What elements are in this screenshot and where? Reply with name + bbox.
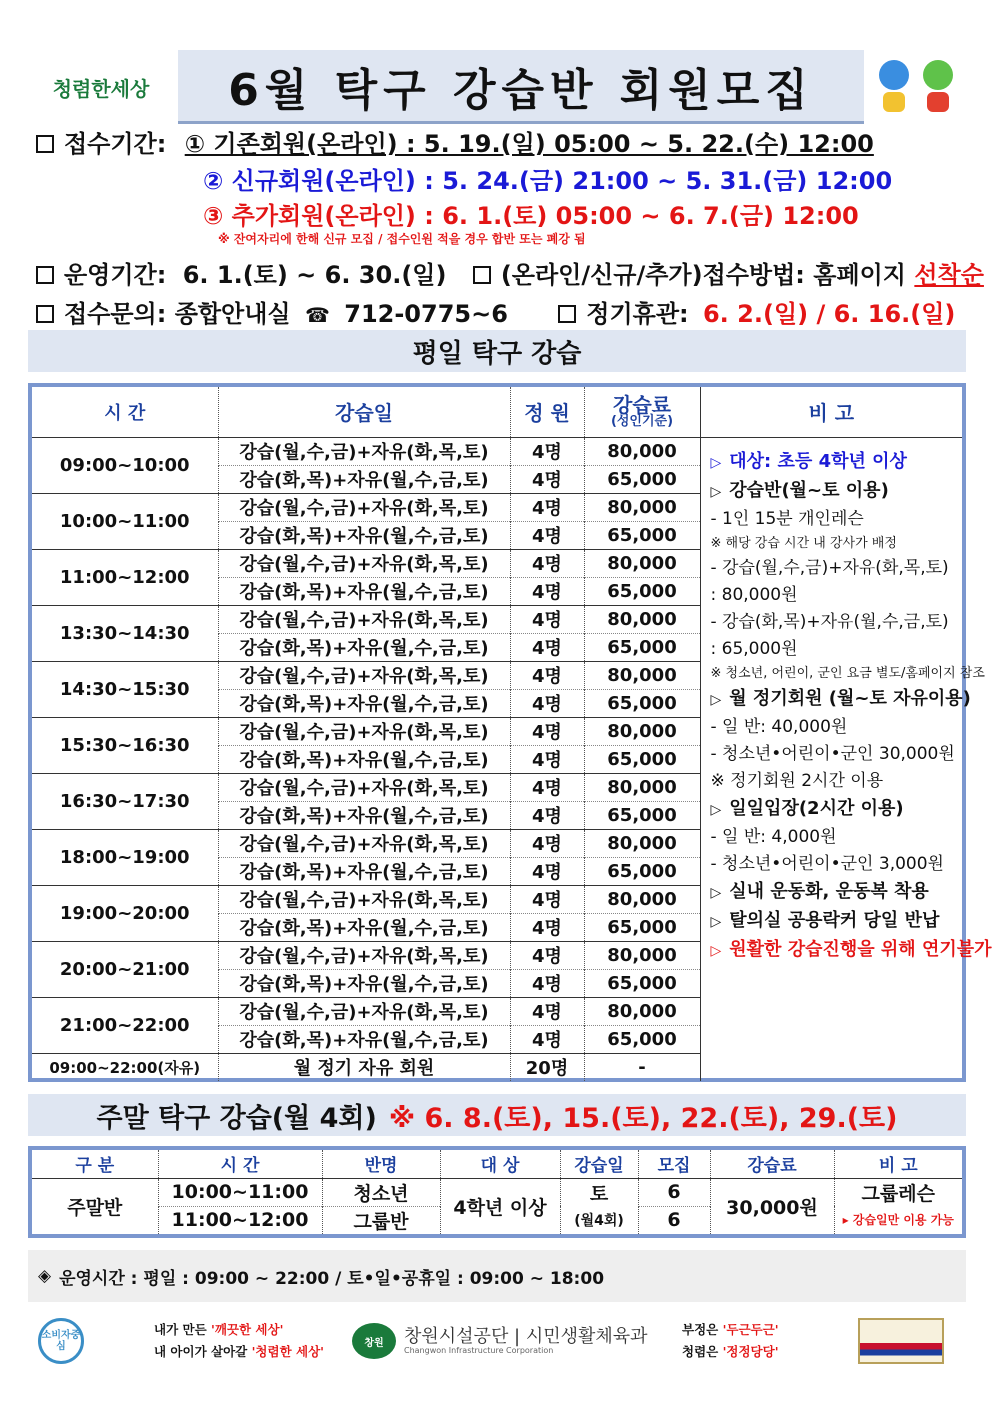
operation-label: 운영기간:: [64, 261, 167, 289]
we-day-sub: (월4회): [560, 1206, 638, 1234]
page-header: [28, 50, 968, 124]
triangle-bullet-icon: ▷: [710, 913, 722, 930]
header-fee-sub: (성인기준): [610, 414, 674, 430]
remark-text: - 1인 15분 개인레슨: [710, 508, 864, 529]
slogan-right: [682, 1306, 779, 1376]
integrity-logo: [36, 58, 166, 116]
time-cell: 15:30~16:30: [32, 717, 218, 773]
remark-line: [711, 448, 957, 477]
corporation-icon: [352, 1323, 396, 1359]
weekend-section-title-text: 주말 탁구 강습(월 4회): [96, 1102, 377, 1134]
capacity-cell: 4명: [510, 857, 584, 885]
weekend-section-dates: ※ 6. 8.(토), 15.(토), 22.(토), 29.(토): [388, 1102, 898, 1134]
we-time: 10:00~11:00: [158, 1178, 322, 1206]
fee-cell: 80,000: [584, 885, 700, 913]
time-cell: 09:00~22:00(자유): [32, 1053, 218, 1081]
weekend-section-title: [28, 1094, 966, 1136]
remark-line: [711, 506, 957, 533]
header-capacity: 정 원: [510, 387, 584, 437]
capacity-cell: 4명: [510, 885, 584, 913]
slogan-line-4: [682, 1341, 779, 1363]
weekday-table: [28, 383, 992, 1082]
closed-label: 정기휴관:: [586, 300, 689, 328]
days-cell: 강습(화,목)+자유(월,수,금,토): [218, 577, 510, 605]
we-header: 반명: [322, 1150, 440, 1178]
remark-text: 탈의실 공용락커 당일 반납: [729, 909, 940, 931]
ccm-icon: [38, 1318, 84, 1364]
slogan-text: 부정은: [682, 1322, 723, 1337]
we-count: 6: [638, 1178, 710, 1206]
remark-line: [711, 609, 957, 636]
days-cell: 강습(월,수,금)+자유(화,목,토): [218, 549, 510, 577]
corp-logo-text: 창원: [364, 1337, 384, 1349]
remark-text: : 65,000원: [710, 638, 798, 659]
certification-icon: [858, 1318, 944, 1364]
checkbox-icon: [473, 266, 491, 284]
method-value: 선착순: [914, 261, 984, 289]
reception-new: ② 신규회원(온라인) : 5. 24.(금) 21:00 ~ 5. 31.(금) 12:00: [203, 167, 893, 195]
remark-line: [711, 768, 957, 795]
reception-existing: ① 기존회원(온라인) : 5. 19.(일) 05:00 ~ 5. 22.(수) 12:00: [184, 130, 874, 158]
phone-icon: ☎: [304, 303, 330, 327]
capacity-cell: 4명: [510, 913, 584, 941]
time-cell: 13:30~14:30: [32, 605, 218, 661]
corporation-name: [404, 1327, 648, 1356]
days-cell: 강습(화,목)+자유(월,수,금,토): [218, 913, 510, 941]
remark-line: [711, 907, 957, 936]
we-remark-sub-text: 강습일만 이용 가능: [852, 1213, 954, 1228]
remark-text: - 청소년•어린이•군인 30,000원: [710, 743, 955, 764]
slogan-left: [154, 1306, 324, 1376]
checkbox-icon: [36, 266, 54, 284]
days-cell: 강습(화,목)+자유(월,수,금,토): [218, 521, 510, 549]
days-cell: 강습(월,수,금)+자유(화,목,토): [218, 661, 510, 689]
fee-cell: 65,000: [584, 689, 700, 717]
corp-name-en: Changwon Infrastructure Corporation: [404, 1345, 554, 1355]
we-day: 토: [560, 1178, 638, 1206]
we-count: 6: [638, 1206, 710, 1234]
capacity-cell: 4명: [510, 773, 584, 801]
operation-line: [36, 255, 984, 290]
capacity-cell: 4명: [510, 521, 584, 549]
triangle-bullet-icon: ▷: [710, 454, 722, 471]
days-cell: 강습(화,목)+자유(월,수,금,토): [218, 801, 510, 829]
fee-cell: 80,000: [584, 997, 700, 1025]
days-cell: 강습(화,목)+자유(월,수,금,토): [218, 465, 510, 493]
checkbox-icon: [36, 305, 54, 323]
header-fee: [584, 387, 700, 437]
table-row: [32, 437, 962, 465]
title-box: [178, 50, 864, 124]
capacity-cell: 4명: [510, 969, 584, 997]
days-cell: 강습(화,목)+자유(월,수,금,토): [218, 969, 510, 997]
remark-text: ※ 해당 강습 시간 내 강사가 배정: [710, 535, 897, 551]
mascot-blue-icon: [874, 60, 914, 112]
remark-line: [711, 533, 957, 555]
capacity-cell: 4명: [510, 437, 584, 465]
diamond-icon: ◈: [38, 1266, 52, 1286]
header-days: 강습일: [218, 387, 510, 437]
fee-cell: 80,000: [584, 773, 700, 801]
remark-line: [710, 936, 992, 965]
triangle-bullet-icon: ▷: [710, 801, 722, 818]
fee-cell: 80,000: [584, 661, 700, 689]
capacity-cell: 4명: [510, 829, 584, 857]
we-header: 강습료: [710, 1150, 834, 1178]
fee-cell: 65,000: [584, 465, 700, 493]
capacity-cell: 4명: [510, 997, 584, 1025]
remark-line: [711, 851, 957, 878]
operation-value: 6. 1.(토) ~ 6. 30.(일): [182, 261, 447, 289]
reception-line-1: [36, 124, 874, 159]
remark-text: 월 정기회원 (월~토 자유이용): [729, 687, 971, 709]
we-header: 모집: [638, 1150, 710, 1178]
days-cell: 강습(화,목)+자유(월,수,금,토): [218, 745, 510, 773]
fee-cell: 80,000: [584, 941, 700, 969]
we-class-2: 그룹반: [322, 1206, 440, 1234]
fee-cell: 80,000: [584, 493, 700, 521]
triangle-bullet-icon: ▷: [710, 942, 722, 959]
fee-cell: 65,000: [584, 801, 700, 829]
contact-phone: 712-0775~6: [344, 300, 508, 328]
slogan-highlight: '청렴한 세상': [251, 1344, 324, 1359]
remark-text: 원활한 강습진행을 위해 연기불가: [729, 938, 992, 960]
fee-cell: 65,000: [584, 521, 700, 549]
weekend-schedule-table: [32, 1150, 962, 1234]
capacity-cell: 4명: [510, 941, 584, 969]
header-fee-label: 강습료: [613, 393, 671, 418]
remark-text: : 80,000원: [710, 584, 798, 605]
capacity-cell: 4명: [510, 633, 584, 661]
time-cell: 20:00~21:00: [32, 941, 218, 997]
corporation-logo: [352, 1306, 648, 1376]
we-header: 비 고: [834, 1150, 962, 1178]
days-cell: 강습(화,목)+자유(월,수,금,토): [218, 633, 510, 661]
mascot-icons: [874, 60, 960, 116]
days-cell: 강습(월,수,금)+자유(화,목,토): [218, 717, 510, 745]
header-time: 시 간: [32, 387, 218, 437]
remark-line: [710, 685, 971, 714]
days-cell: 강습(월,수,금)+자유(화,목,토): [218, 493, 510, 521]
fee-cell: 65,000: [584, 1025, 700, 1053]
capacity-cell: 4명: [510, 661, 584, 689]
days-cell: 강습(월,수,금)+자유(화,목,토): [218, 773, 510, 801]
time-cell: 10:00~11:00: [32, 493, 218, 549]
fee-cell: 80,000: [584, 437, 700, 465]
fee-cell: 65,000: [584, 913, 700, 941]
ccm-logo: [38, 1306, 84, 1376]
triangle-bullet-icon: ▷: [710, 691, 722, 708]
slogan-text: 내 아이가 살아갈: [154, 1344, 252, 1359]
we-remark-sub: ▸ 강습일만 이용 가능: [842, 1213, 954, 1228]
days-cell: 강습(월,수,금)+자유(화,목,토): [218, 829, 510, 857]
footer: [28, 1306, 966, 1376]
mascot-green-icon: [918, 60, 958, 112]
days-cell: 강습(월,수,금)+자유(화,목,토): [218, 885, 510, 913]
weekday-section-title: [28, 330, 966, 372]
remark-line: [711, 582, 957, 609]
capacity-cell: 4명: [510, 717, 584, 745]
remark-text: - 강습(월,수,금)+자유(화,목,토): [710, 557, 949, 578]
capacity-cell: 4명: [510, 745, 584, 773]
page-title: 6월 탁구 강습반 회원모집: [228, 64, 814, 116]
remark-line: [711, 878, 957, 907]
capacity-cell: 4명: [510, 493, 584, 521]
fee-cell: 65,000: [584, 969, 700, 997]
triangle-bullet-icon: ▷: [710, 483, 722, 500]
capacity-cell: 4명: [510, 689, 584, 717]
fee-cell: 65,000: [584, 745, 700, 773]
remark-text: ※ 청소년, 어린이, 군인 요금 별도/홈페이지 참조: [710, 665, 985, 681]
capacity-cell: 4명: [510, 801, 584, 829]
remark-text: - 일 반: 4,000원: [710, 826, 837, 847]
certification-mark: [858, 1306, 944, 1376]
days-cell: 강습(월,수,금)+자유(화,목,토): [218, 997, 510, 1025]
we-remark: 그룹레슨: [861, 1182, 935, 1205]
we-target: 4학년 이상: [440, 1178, 560, 1234]
triangle-bullet-icon: ▷: [710, 884, 722, 901]
operating-hours-bar: [28, 1250, 966, 1302]
capacity-cell: 4명: [510, 577, 584, 605]
capacity-cell: 4명: [510, 465, 584, 493]
reception-additional: ③ 추가회원(온라인) : 6. 1.(토) 05:00 ~ 6. 7.(금) 12:00: [203, 202, 859, 230]
weekday-schedule-table: [32, 387, 992, 1081]
slogan-highlight: '두근두근': [722, 1322, 779, 1337]
days-cell: 강습(월,수,금)+자유(화,목,토): [218, 941, 510, 969]
days-cell: 월 정기 자유 회원: [218, 1053, 510, 1081]
method-label: (온라인/신규/추가)접수방법: 홈페이지: [500, 261, 906, 289]
remark-text: 대상: 초등 4학년 이상: [729, 450, 907, 472]
remark-text: - 강습(화,목)+자유(월,수,금,토): [710, 611, 949, 632]
fee-cell: 80,000: [584, 605, 700, 633]
remark-line: [711, 741, 957, 768]
remark-text: 일일입장(2시간 이용): [729, 797, 904, 819]
fee-cell: -: [584, 1053, 700, 1081]
checkbox-icon: [558, 305, 576, 323]
corp-name-text: 창원시설공단 | 시민생활체육과: [404, 1325, 648, 1347]
closed-value: 6. 2.(일) / 6. 16.(일): [702, 300, 956, 328]
contact-line: [36, 294, 955, 329]
time-cell: 09:00~10:00: [32, 437, 218, 493]
time-cell: 14:30~15:30: [32, 661, 218, 717]
remark-text: 강습반(월~토 이용): [729, 479, 889, 501]
fee-cell: 80,000: [584, 829, 700, 857]
days-cell: 강습(화,목)+자유(월,수,금,토): [218, 1025, 510, 1053]
remark-line: [710, 663, 985, 685]
weekend-table: [28, 1146, 966, 1238]
fee-cell: 80,000: [584, 549, 700, 577]
we-type: 주말반: [32, 1178, 158, 1234]
capacity-cell: 4명: [510, 549, 584, 577]
slogan-line-1: [154, 1319, 324, 1341]
capacity-cell: 4명: [510, 1025, 584, 1053]
we-header: 시 간: [158, 1150, 322, 1178]
ccm-text: 소비자중심: [41, 1330, 81, 1352]
operating-hours-text: 운영시간 : 평일 : 09:00 ~ 22:00 / 토•일•공휴일 : 09:00 ~ 18:00: [59, 1268, 605, 1289]
remark-line: [711, 714, 957, 741]
fee-cell: 65,000: [584, 577, 700, 605]
remark-line: [711, 824, 957, 851]
time-cell: 18:00~19:00: [32, 829, 218, 885]
fee-cell: 65,000: [584, 857, 700, 885]
remark-line: [711, 636, 957, 663]
slogan-highlight: '정정당당': [722, 1344, 779, 1359]
slogan-text: 내가 만든: [154, 1322, 212, 1337]
remark-line: [711, 477, 957, 506]
remark-line: [711, 555, 957, 582]
we-time: 11:00~12:00: [158, 1206, 322, 1234]
we-fee: 30,000원: [710, 1178, 834, 1234]
time-cell: 21:00~22:00: [32, 997, 218, 1053]
fee-cell: 80,000: [584, 717, 700, 745]
we-class-1: 청소년: [322, 1178, 440, 1206]
days-cell: 강습(화,목)+자유(월,수,금,토): [218, 689, 510, 717]
checkbox-icon: [36, 135, 54, 153]
remark-line: [711, 795, 957, 824]
time-cell: 16:30~17:30: [32, 773, 218, 829]
reception-note: ※ 잔여자리에 한해 신규 모집 / 접수인원 적을 경우 합반 또는 폐강 됨: [218, 232, 586, 246]
days-cell: 강습(화,목)+자유(월,수,금,토): [218, 857, 510, 885]
slogan-line-2: [154, 1341, 324, 1363]
we-header: 구 분: [32, 1150, 158, 1178]
days-cell: 강습(월,수,금)+자유(화,목,토): [218, 437, 510, 465]
fee-cell: 65,000: [584, 633, 700, 661]
capacity-cell: 4명: [510, 605, 584, 633]
remark-text: - 일 반: 40,000원: [710, 716, 848, 737]
remarks-cell: [700, 437, 992, 1081]
slogan-line-3: [682, 1319, 779, 1341]
time-cell: 11:00~12:00: [32, 549, 218, 605]
days-cell: 강습(월,수,금)+자유(화,목,토): [218, 605, 510, 633]
we-header: 대 상: [440, 1150, 560, 1178]
slogan-highlight: '깨끗한 세상': [211, 1322, 284, 1337]
time-cell: 19:00~20:00: [32, 885, 218, 941]
header-remarks: 비 고: [700, 387, 962, 437]
remark-text: ※ 정기회원 2시간 이용: [710, 770, 884, 791]
remark-text: - 청소년•어린이•군인 3,000원: [710, 853, 944, 874]
we-header: 강습일: [560, 1150, 638, 1178]
contact-label: 접수문의: 종합안내실: [64, 300, 291, 328]
remark-text: 실내 운동화, 운동복 착용: [729, 880, 929, 902]
slogan-text: 청렴은: [682, 1344, 723, 1359]
capacity-cell: 20명: [510, 1053, 584, 1081]
reception-label: 접수기간:: [64, 130, 167, 158]
weekday-section-title-text: 평일 탁구 강습: [412, 338, 582, 369]
integrity-logo-text: 청렴한세상: [52, 76, 150, 101]
